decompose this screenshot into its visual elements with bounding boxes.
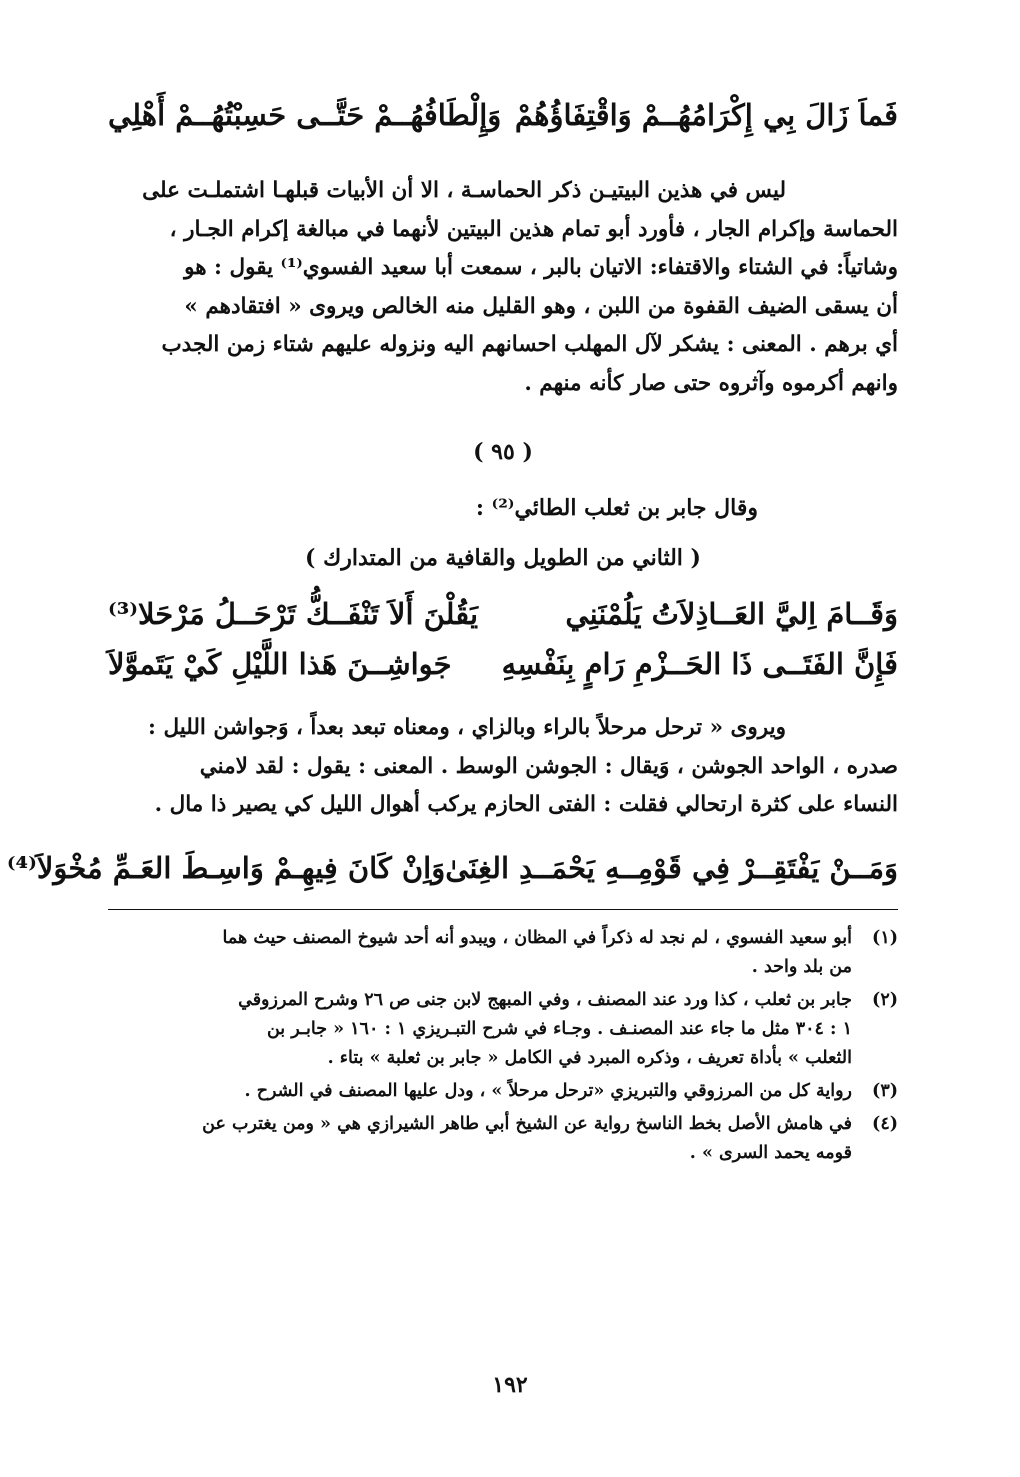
verse-second-hemistich: يَقُلْنَ أَلاَ تَنْفَــكُّ تَرْحَــلُ مَرْحَلا⁽³⁾ — [108, 597, 479, 631]
verse-first-hemistich: وَقَــامَ اِليَّ العَــاذِلاَتُ يَلُمْنَنِي — [565, 597, 898, 631]
section-number: ( ٩٥ ) — [473, 439, 533, 465]
commentary-line: وشاتياً: في الشتاء والاقتفاء: الاتيان بالبر ، سمعت أبا سعيد الفسوي⁽¹⁾ يقول : هو — [184, 255, 898, 280]
verse-line — [108, 589, 898, 639]
verse-second-hemistich: وَإِلْطَافُهُــمْ حَتَّــى حَسِبْتُهُــمْ أَهْلِي — [108, 98, 502, 132]
footnote — [108, 1077, 898, 1106]
footnote-line: رواية كل من المرزوقي والتبريزي «ترحل مرحلاً » ، ودل عليها المصنف في الشرح . — [244, 1080, 852, 1101]
meter-heading: ( الثاني من الطويل والقافية من المتدارك ) — [305, 545, 701, 571]
commentary-line: أي برهم . المعنى : يشكر لآل المهلب احسانهم اليه ونزوله عليهم شتاء زمن الجدب — [161, 332, 898, 357]
footnote-separator — [108, 909, 898, 910]
footnote-line: في هامش الأصل بخط الناسخ رواية عن الشيخ أبي طاهر الشيرازي هي « ومن يغترب عن — [202, 1113, 852, 1134]
commentary-block — [108, 709, 898, 825]
verse-first-hemistich: فَماَ زَالَ بِي إِكْرَامُهُــمْ وَاقْتِفَاؤُهُمْ — [514, 98, 898, 132]
verse-line — [108, 639, 898, 689]
footnote — [108, 986, 898, 1073]
verse-line — [108, 90, 898, 140]
page-number: ١٩٢ — [492, 1372, 528, 1398]
footnote-number: (١) — [872, 927, 898, 948]
commentary-line: النساء على كثرة ارتحالي فقلت : الفتى الحازم يركب أهوال الليل كي يصير ذا مال . — [154, 792, 898, 817]
footnote-number: (٤) — [872, 1113, 898, 1134]
footnote-line: قومه يحمد السرى » . — [689, 1142, 852, 1163]
footnote — [108, 924, 898, 982]
footnote-line: ١ : ٣٠٤ مثل ما جاء عند المصنـف . وجـاء في شرح التبـريزي ١ : ١٦٠ « جابـر بن — [266, 1018, 852, 1039]
commentary-line: صدره ، الواحد الجوشن ، وَيقال : الجوشن الوسط . المعنى : يقول : لقد لامني — [199, 753, 898, 779]
footnote-line: من بلد واحد . — [751, 956, 852, 977]
footnote-line: الثعلب » بأداة تعريف ، وذكره المبرد في الكامل « جابر بن ثعلبة » بتاء . — [327, 1047, 852, 1068]
footnote — [108, 1110, 898, 1168]
footnote-number: (٢) — [872, 989, 898, 1010]
footnote-line: أبو سعيد الفسوي ، لم نجد له ذكراً في المظان ، ويبدو أنه أحد شيوخ المصنف حيث هما — [222, 927, 852, 948]
footnotes — [108, 924, 898, 1168]
verse-second-hemistich: وَاِنْ كَانَ فِيهِـمْ وَاسِـطَ العَـمِّ مُخْوَلاَ⁽⁴⁾ — [6, 850, 446, 885]
verse-second-hemistich: جَواشِــنَ هَذا اللَّيْلِ كَيْ يَتَموَّلاَ — [108, 647, 452, 681]
commentary-line: أن يسقى الضيف القفوة من اللبن ، وهو القليل منه الخالص ويروى « افتقادهم » — [184, 293, 898, 319]
verse-first-hemistich: فَإِنَّ الفَتَــى ذَا الحَــزْمِ رَامٍ بِنَفْسِهِ — [501, 647, 898, 681]
commentary-line: ويروى « ترحل مرحلاً بالراء وبالزاي ، ومعناه تبعد بعداً ، وَجواشن الليل : — [148, 715, 786, 740]
footnote-number: (٣) — [872, 1080, 898, 1101]
commentary-line: ليس في هذين البيتيـن ذكر الحماسـة ، الا أن الأبيات قبلهـا اشتملـت على — [142, 178, 786, 203]
commentary-line: الحماسة وإكرام الجار ، فأورد أبو تمام هذين البيتين لأنهما في مبالغة إكرام الجـار ، — [169, 216, 898, 242]
verse-first-hemistich: وَمَــنْ يَفْتَقِــرْ فِي قَوْمِــهِ يَحْمَــدِ الغِنَىٰ — [445, 850, 898, 885]
book-page — [6, 90, 898, 1437]
poet-intro: وقال جابر بن ثعلب الطائي⁽²⁾ : — [475, 495, 758, 521]
footnote-line: جابر بن ثعلب ، كذا ورد عند المصنف ، وفي المبهج لابن جنى ص ٢٦ وشرح المرزوقي — [238, 989, 852, 1010]
commentary-line: وانهم أكرموه وآثروه حتى صار كأنه منهم . — [524, 370, 898, 396]
commentary-block — [108, 172, 898, 403]
verse-line — [6, 843, 898, 893]
